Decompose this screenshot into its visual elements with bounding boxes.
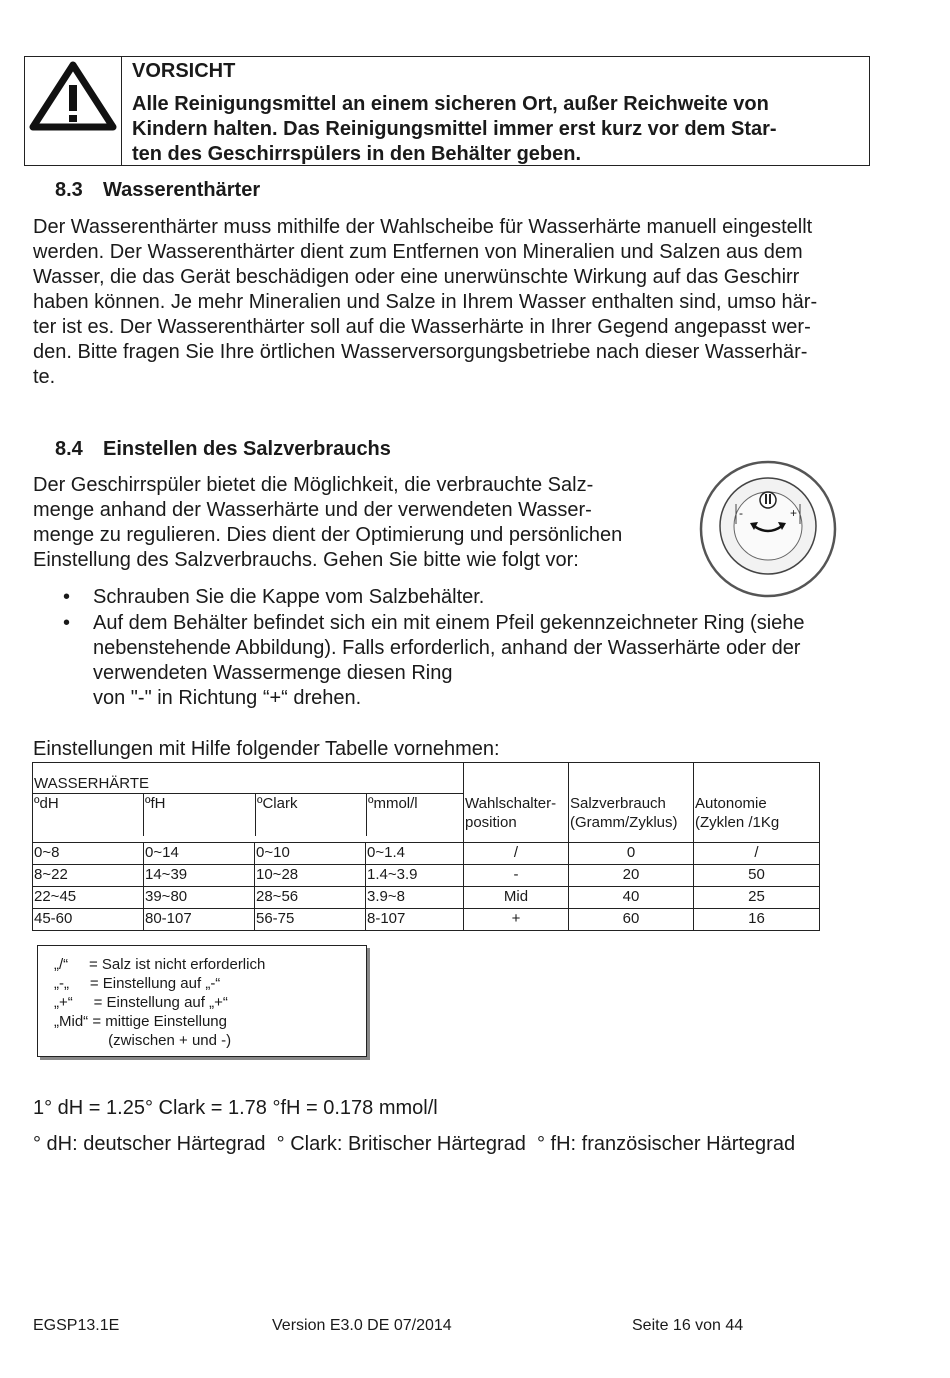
column-header-line: position: [465, 814, 517, 831]
paragraph-line: ter ist es. Der Wasserenthärter soll auf die Wasserhärte in Ihrer Gegend angepasst wer-: [33, 316, 811, 338]
warning-line: Alle Reinigungsmittel an einem sicheren Ort, außer Reichweite von: [132, 93, 769, 115]
column-header-autonomy: [694, 763, 820, 843]
warning-icon: [25, 57, 122, 165]
table-cell: 50: [694, 865, 820, 887]
warning-title: VORSICHT: [132, 60, 236, 82]
table-cell: 1.4~3.9: [366, 865, 464, 887]
legend-line: „-„ = Einstellung auf „-“: [54, 975, 221, 992]
footer-model: EGSP13.1E: [33, 1317, 120, 1334]
section-8-3-paragraph: [33, 215, 913, 390]
table-cell: 8-107: [366, 909, 464, 931]
dial-plus-label: +: [790, 506, 798, 520]
table-row: [33, 909, 820, 931]
paragraph-line: menge zu regulieren. Dies dient der Optimierung und persönlichen: [33, 524, 623, 546]
table-cell: Mid: [464, 887, 569, 909]
column-header: ºdH: [33, 794, 144, 836]
paragraph-line: den. Bitte fragen Sie Ihre örtlichen Wasserversorgungsbetriebe nach dieser Wasserhär-: [33, 341, 808, 363]
section-number: 8.4: [55, 438, 83, 460]
table-cell: 20: [569, 865, 694, 887]
table-cell: 60: [569, 909, 694, 931]
table-cell: 22~45: [33, 887, 144, 909]
paragraph-line: menge anhand der Wasserhärte und der verwendeten Wasser-: [33, 499, 592, 521]
table-cell: 14~39: [144, 865, 255, 887]
table-group-header: WASSERHÄRTE: [33, 763, 463, 794]
column-header: ºfH: [144, 794, 256, 836]
table-cell: 0: [569, 843, 694, 865]
table-cell: 39~80: [144, 887, 255, 909]
paragraph-line: haben können. Je mehr Mineralien und Salze in Ihrem Wasser enthalten sind, umso här-: [33, 291, 818, 313]
table-cell: 0~8: [33, 843, 144, 865]
table-cell: 16: [694, 909, 820, 931]
list-item-line: Auf dem Behälter befindet sich ein mit einem Pfeil gekennzeichneter Ring (siehe: [93, 612, 805, 634]
legend-box: [37, 945, 367, 1057]
table-intro: Einstellungen mit Hilfe folgender Tabelle vornehmen:: [33, 738, 500, 760]
paragraph-line: Der Wasserenthärter muss mithilfe der Wahlscheibe für Wasserhärte manuell eingestellt: [33, 216, 813, 238]
water-hardness-table: [32, 762, 820, 931]
section-heading-8-4: [55, 438, 391, 461]
table-cell: 10~28: [255, 865, 366, 887]
column-header-line: Autonomie: [695, 795, 767, 812]
column-header-line: (Zyklen /1Kg: [695, 814, 780, 831]
bullet-icon: •: [63, 612, 71, 634]
table-cell: 3.9~8: [366, 887, 464, 909]
column-header-line: Salzverbrauch: [570, 795, 666, 812]
table-cell: -: [464, 865, 569, 887]
hardness-header-group: [33, 763, 464, 843]
table-cell: 40: [569, 887, 694, 909]
table-header-row: [33, 763, 820, 843]
list-item-line: verwendeten Wassermenge diesen Ring: [93, 662, 453, 684]
table-cell: 0~1.4: [366, 843, 464, 865]
paragraph-line: Einstellung des Salzverbrauchs. Gehen Sie bitte wie folgt vor:: [33, 549, 579, 571]
table-cell: /: [464, 843, 569, 865]
table-cell: 56-75: [255, 909, 366, 931]
dial-minus-label: -: [739, 506, 743, 520]
table-cell: 25: [694, 887, 820, 909]
column-header-line: Wahlschalter-: [465, 795, 557, 812]
list-item-line: nebenstehende Abbildung). Falls erforderlich, anhand der Wasserhärte oder der: [93, 637, 801, 659]
warning-line: Kindern halten. Das Reinigungsmittel immer erst kurz vor dem Star-: [132, 118, 777, 140]
warning-line: ten des Geschirrspülers in den Behälter geben.: [132, 143, 582, 165]
instruction-list: [33, 585, 913, 711]
list-item-line: von "-" in Richtung “+“ drehen.: [93, 687, 362, 709]
footer-version: Version E3.0 DE 07/2014: [272, 1317, 452, 1334]
section-number: 8.3: [55, 179, 83, 201]
column-header-line: (Gramm/Zyklus): [570, 814, 678, 831]
column-header-salt: [569, 763, 694, 843]
warning-box: [24, 56, 870, 166]
table-cell: 28~56: [255, 887, 366, 909]
table-row: [33, 843, 820, 865]
paragraph-line: te.: [33, 366, 56, 388]
salt-cap-dial-illustration: [698, 460, 838, 603]
column-header: ºmmol/l: [368, 795, 418, 812]
bullet-icon: •: [63, 586, 71, 608]
legend-line: (zwischen + und -): [54, 1032, 232, 1049]
table-cell: /: [694, 843, 820, 865]
list-item-line: Schrauben Sie die Kappe vom Salzbehälter.: [93, 586, 485, 608]
column-header: ºClark: [256, 794, 367, 836]
column-header-switch: [464, 763, 569, 843]
hardness-definitions: ° dH: deutscher Härtegrad ° Clark: Britischer Härtegrad ° fH: französischer Härtegrad: [33, 1133, 796, 1155]
hardness-conversion: 1° dH = 1.25° Clark = 1.78 °fH = 0.178 mmol/l: [33, 1097, 438, 1119]
paragraph-line: werden. Der Wasserenthärter dient zum Entfernen von Mineralien und Salzen aus dem: [33, 241, 803, 263]
table-cell: 80-107: [144, 909, 255, 931]
table-cell: 0~14: [144, 843, 255, 865]
table-row: [33, 887, 820, 909]
paragraph-line: Der Geschirrspüler bietet die Möglichkeit, die verbrauchte Salz-: [33, 474, 594, 496]
section-title: Wasserenthärter: [103, 179, 261, 201]
table-row: [33, 865, 820, 887]
section-title: Einstellen des Salzverbrauchs: [103, 438, 391, 460]
legend-line: „Mid“ = mittige Einstellung: [54, 1013, 227, 1030]
section-8-4-paragraph: [33, 473, 693, 573]
section-heading-8-3: [55, 179, 260, 202]
list-item: [33, 611, 913, 711]
table-cell: 45-60: [33, 909, 144, 931]
table-cell: +: [464, 909, 569, 931]
table-cell: 8~22: [33, 865, 144, 887]
footer-page-number: Seite 16 von 44: [632, 1317, 744, 1334]
list-item: [33, 585, 913, 610]
paragraph-line: Wasser, die das Gerät beschädigen oder eine unerwünschte Wirkung auf das Geschirr: [33, 266, 800, 288]
table-cell: 0~10: [255, 843, 366, 865]
legend-line: „/“ = Salz ist nicht erforderlich: [54, 956, 266, 973]
legend-line: „+“ = Einstellung auf „+“: [54, 994, 228, 1011]
